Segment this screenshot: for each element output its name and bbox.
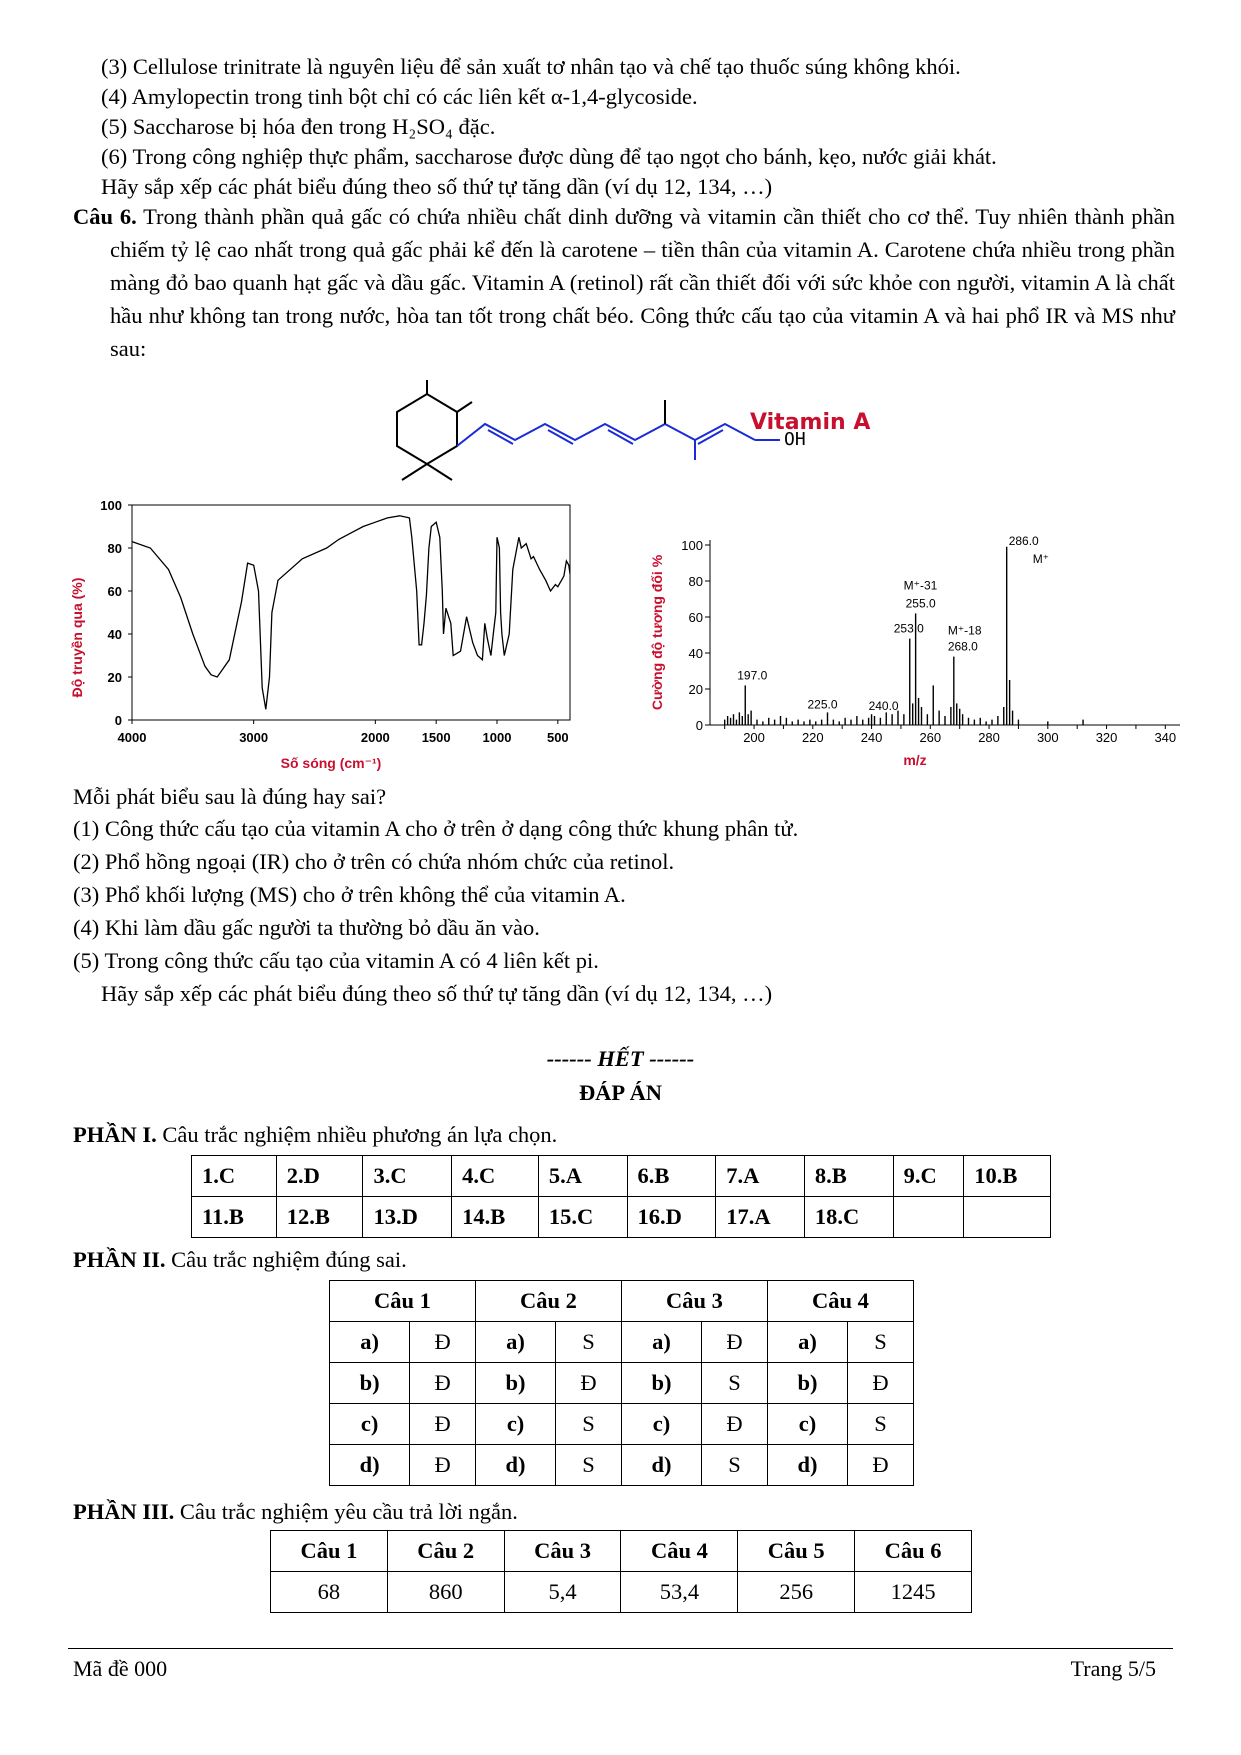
part2-cell: S bbox=[556, 1404, 622, 1445]
part1-cell: 17.A bbox=[716, 1197, 805, 1238]
part2-cell: d) bbox=[621, 1445, 701, 1486]
part2-table bbox=[329, 1280, 914, 1486]
part1-cell: 7.A bbox=[716, 1156, 805, 1197]
ir-transmittance-line bbox=[132, 516, 570, 710]
part2-cell: S bbox=[556, 1322, 622, 1363]
ir-x-tick-label: 1500 bbox=[421, 730, 451, 745]
polyene-chain bbox=[457, 400, 780, 460]
part3-header: Câu 2 bbox=[387, 1531, 504, 1572]
part1-heading bbox=[73, 1118, 557, 1151]
part2-cell: Đ bbox=[848, 1445, 914, 1486]
part1-cell: 5.A bbox=[538, 1156, 627, 1197]
structure-title: Vitamin A bbox=[750, 410, 871, 435]
part2-cell: a) bbox=[767, 1322, 847, 1363]
ms-y-tick-label: 100 bbox=[681, 538, 703, 553]
ms-spectrum-chart bbox=[640, 530, 1185, 770]
cau6-text: Trong thành phần quả gấc có chứa nhiều chất dinh dưỡng và vitamin cần thiết cho cơ thể. Tuy nhiên thành phần chiếm tỷ lệ cao nhất trong quả gấc phải kể đến là carotene – tiền thân của vitamin A. Carotene chứa nhiều trong phần màng đỏ bao quanh hạt gấc và dầu gấc. Vitamin A (retinol) rất cần thiết đối với sức khỏe con người, vitamin A là chất hầu như không tan trong nước, hòa tan tốt trong chất béo. Công thức cấu tạo của vitamin A và hai phổ IR và MS như sau: bbox=[110, 204, 1176, 361]
answer-title: ĐÁP ÁN bbox=[578, 1080, 663, 1105]
cau6-instruction: Hãy sắp xếp các phát biểu đúng theo số thứ tự tăng dần (ví dụ 12, 134, …) bbox=[101, 981, 773, 1006]
part1-cell: 9.C bbox=[893, 1156, 964, 1197]
part2-cell: Đ bbox=[556, 1363, 622, 1404]
ring-methyl-top bbox=[457, 402, 472, 412]
part3-header: Câu 4 bbox=[621, 1531, 738, 1572]
end-marker: ------ HẾT ------ bbox=[546, 1046, 695, 1071]
ir-y-tick-label: 60 bbox=[107, 584, 122, 599]
ms-x-tick-label: 220 bbox=[801, 730, 824, 745]
part3-header: Câu 5 bbox=[738, 1531, 855, 1572]
part1-cell: 14.B bbox=[452, 1197, 539, 1238]
part1-cell bbox=[964, 1197, 1051, 1238]
part2-cell: Đ bbox=[848, 1363, 914, 1404]
cau5-item-6: (6) Trong công nghiệp thực phẩm, saccharose được dùng để tạo ngọt cho bánh, kẹo, nước giải khát. bbox=[101, 144, 997, 169]
part3-value: 1245 bbox=[855, 1572, 972, 1613]
part2-cell: b) bbox=[475, 1363, 555, 1404]
ir-spectrum-chart bbox=[60, 495, 580, 785]
ms-x-axis-label: m/z bbox=[903, 752, 927, 768]
part2-header-row bbox=[330, 1281, 914, 1322]
cau6-paragraph bbox=[73, 200, 1176, 365]
part3-value: 256 bbox=[738, 1572, 855, 1613]
footer-exam-code: Mã đề 000 bbox=[73, 1656, 168, 1681]
part1-cell: 6.B bbox=[627, 1156, 716, 1197]
ir-y-tick-label: 40 bbox=[107, 627, 122, 642]
part1-cell: 2.D bbox=[276, 1156, 363, 1197]
ms-peak-label: 225.0 bbox=[807, 697, 838, 712]
part2-header: Câu 1 bbox=[330, 1281, 476, 1322]
part2-cell: S bbox=[702, 1445, 768, 1486]
footer-page-number: Trang 5/5 bbox=[1070, 1656, 1156, 1681]
part2-cell: d) bbox=[330, 1445, 410, 1486]
ms-peak-label: 255.0 bbox=[905, 596, 936, 611]
part1-title: Câu trắc nghiệm nhiều phương án lựa chọn. bbox=[162, 1122, 558, 1147]
part2-cell: c) bbox=[330, 1404, 410, 1445]
ms-x-tick-label: 340 bbox=[1154, 730, 1177, 745]
ir-x-tick-label: 2000 bbox=[360, 730, 390, 745]
part2-row bbox=[330, 1445, 914, 1486]
part2-cell: c) bbox=[475, 1404, 555, 1445]
part1-cell: 15.C bbox=[538, 1197, 627, 1238]
ir-x-tick-label: 4000 bbox=[117, 730, 147, 745]
part1-cell: 3.C bbox=[363, 1156, 452, 1197]
ms-x-tick-label: 280 bbox=[978, 730, 1000, 745]
part1-cell: 11.B bbox=[192, 1197, 277, 1238]
cau5-item-3: (3) Cellulose trinitrate là nguyên liệu để sản xuất tơ nhân tạo và chế tạo thuốc súng không khói. bbox=[101, 54, 961, 79]
part2-cell: S bbox=[556, 1445, 622, 1486]
part1-cell bbox=[893, 1197, 964, 1238]
part2-heading bbox=[73, 1243, 407, 1276]
part2-header: Câu 4 bbox=[767, 1281, 913, 1322]
ir-y-tick-label: 20 bbox=[107, 670, 122, 685]
part1-cell: 18.C bbox=[804, 1197, 893, 1238]
ms-peak-label: M⁺-18 bbox=[947, 623, 982, 638]
ir-x-tick-label: 3000 bbox=[239, 730, 269, 745]
cau6-statement-2: (2) Phổ hồng ngoại (IR) cho ở trên có chứa nhóm chức của retinol. bbox=[73, 849, 675, 874]
part2-cell: Đ bbox=[702, 1322, 768, 1363]
part2-cell: a) bbox=[475, 1322, 555, 1363]
ir-y-tick-label: 0 bbox=[114, 713, 122, 728]
ms-peak-label: M⁺-31 bbox=[903, 578, 938, 593]
part3-value: 5,4 bbox=[504, 1572, 621, 1613]
cau6-question: Mỗi phát biểu sau là đúng hay sai? bbox=[73, 784, 387, 809]
part2-title: Câu trắc nghiệm đúng sai. bbox=[171, 1247, 407, 1272]
part3-title: Câu trắc nghiệm yêu cầu trả lời ngắn. bbox=[179, 1499, 518, 1524]
part2-cell: Đ bbox=[410, 1404, 476, 1445]
ms-y-tick-label: 60 bbox=[688, 610, 703, 625]
part1-cell: 13.D bbox=[363, 1197, 452, 1238]
ir-y-tick-label: 80 bbox=[107, 541, 122, 556]
ir-x-tick-label: 500 bbox=[546, 730, 569, 745]
part3-header: Câu 1 bbox=[271, 1531, 388, 1572]
part1-cell: 4.C bbox=[452, 1156, 539, 1197]
part3-label: PHẦN III. bbox=[73, 1499, 175, 1524]
cau5-item-5: (5) Saccharose bị hóa đen trong H₂SO₄ đặc. bbox=[101, 114, 496, 139]
ms-peak-label: 268.0 bbox=[947, 639, 978, 654]
cau6-statement-5: (5) Trong công thức cấu tạo của vitamin A có 4 liên kết pi. bbox=[73, 948, 599, 973]
cyclohexene-ring bbox=[397, 394, 457, 464]
vitamin-a-structure bbox=[360, 380, 880, 495]
ir-y-axis-label: Độ truyền qua (%) bbox=[69, 577, 85, 698]
part2-cell: a) bbox=[621, 1322, 701, 1363]
part3-value: 860 bbox=[387, 1572, 504, 1613]
part1-cell: 8.B bbox=[804, 1156, 893, 1197]
part3-value-row bbox=[271, 1572, 972, 1613]
cau6-statement-3: (3) Phổ khối lượng (MS) cho ở trên không thể của vitamin A. bbox=[73, 882, 626, 907]
ms-x-tick-label: 320 bbox=[1095, 730, 1118, 745]
part2-cell: c) bbox=[621, 1404, 701, 1445]
part2-cell: b) bbox=[767, 1363, 847, 1404]
cau6-statement-1: (1) Công thức cấu tạo của vitamin A cho ở trên ở dạng công thức khung phân tử. bbox=[73, 816, 799, 841]
part1-label: PHẦN I. bbox=[73, 1122, 157, 1147]
part3-header: Câu 6 bbox=[855, 1531, 972, 1572]
ms-x-tick-label: 240 bbox=[860, 730, 883, 745]
ms-peak-label: 286.0 bbox=[1008, 533, 1039, 548]
part1-cell: 1.C bbox=[192, 1156, 277, 1197]
ms-x-tick-label: 200 bbox=[743, 730, 765, 745]
ms-peak-label: 240.0 bbox=[868, 699, 899, 714]
part3-header: Câu 3 bbox=[504, 1531, 621, 1572]
part2-cell: S bbox=[848, 1322, 914, 1363]
ir-x-axis-label: Số sóng (cm⁻¹) bbox=[280, 755, 382, 771]
part2-row bbox=[330, 1404, 914, 1445]
ir-x-tick-label: 1000 bbox=[482, 730, 512, 745]
cau6-statement-4: (4) Khi làm dầu gấc người ta thường bỏ dầu ăn vào. bbox=[73, 915, 540, 940]
part3-value: 68 bbox=[271, 1572, 388, 1613]
part2-cell: b) bbox=[330, 1363, 410, 1404]
part3-value: 53,4 bbox=[621, 1572, 738, 1613]
ms-y-tick-label: 40 bbox=[688, 646, 703, 661]
part2-cell: Đ bbox=[410, 1322, 476, 1363]
ms-x-tick-label: 260 bbox=[919, 730, 942, 745]
ms-peak-label: M⁺ bbox=[1032, 551, 1050, 566]
cau5-instruction: Hãy sắp xếp các phát biểu đúng theo số thứ tự tăng dần (ví dụ 12, 134, …) bbox=[101, 174, 773, 199]
part2-cell: Đ bbox=[702, 1404, 768, 1445]
cau6-label: Câu 6. bbox=[73, 204, 137, 229]
part2-cell: a) bbox=[330, 1322, 410, 1363]
part2-cell: b) bbox=[621, 1363, 701, 1404]
part3-table bbox=[270, 1530, 972, 1613]
part2-header: Câu 3 bbox=[621, 1281, 767, 1322]
part2-label: PHẦN II. bbox=[73, 1247, 166, 1272]
part1-row bbox=[192, 1156, 1051, 1197]
part1-cell: 10.B bbox=[964, 1156, 1051, 1197]
gem-dimethyl bbox=[402, 464, 452, 480]
part1-table bbox=[191, 1155, 1051, 1238]
ir-plot-frame bbox=[132, 505, 570, 720]
oh-label: OH bbox=[784, 429, 806, 450]
ir-y-tick-label: 100 bbox=[100, 498, 122, 513]
part2-row bbox=[330, 1363, 914, 1404]
part2-cell: d) bbox=[767, 1445, 847, 1486]
part2-cell: S bbox=[848, 1404, 914, 1445]
ms-y-axis-label: Cường độ tương đối % bbox=[649, 554, 665, 711]
ms-peak-label: 197.0 bbox=[737, 668, 768, 683]
part3-header-row bbox=[271, 1531, 972, 1572]
part2-header: Câu 2 bbox=[475, 1281, 621, 1322]
ms-peak-label: 253.0 bbox=[893, 621, 924, 636]
footer-divider bbox=[68, 1648, 1173, 1649]
part2-cell: Đ bbox=[410, 1445, 476, 1486]
part1-row bbox=[192, 1197, 1051, 1238]
part1-cell: 16.D bbox=[627, 1197, 716, 1238]
cau5-item-4: (4) Amylopectin trong tinh bột chỉ có các liên kết α-1,4-glycoside. bbox=[101, 84, 698, 109]
part2-cell: S bbox=[702, 1363, 768, 1404]
part2-cell: Đ bbox=[410, 1363, 476, 1404]
part2-cell: c) bbox=[767, 1404, 847, 1445]
part2-row bbox=[330, 1322, 914, 1363]
part3-heading bbox=[73, 1495, 518, 1528]
ms-x-tick-label: 300 bbox=[1036, 730, 1059, 745]
ms-y-tick-label: 20 bbox=[688, 682, 703, 697]
part1-cell: 12.B bbox=[276, 1197, 363, 1238]
part2-cell: d) bbox=[475, 1445, 555, 1486]
ms-y-tick-label: 80 bbox=[688, 574, 703, 589]
ms-y-tick-label: 0 bbox=[695, 718, 703, 733]
